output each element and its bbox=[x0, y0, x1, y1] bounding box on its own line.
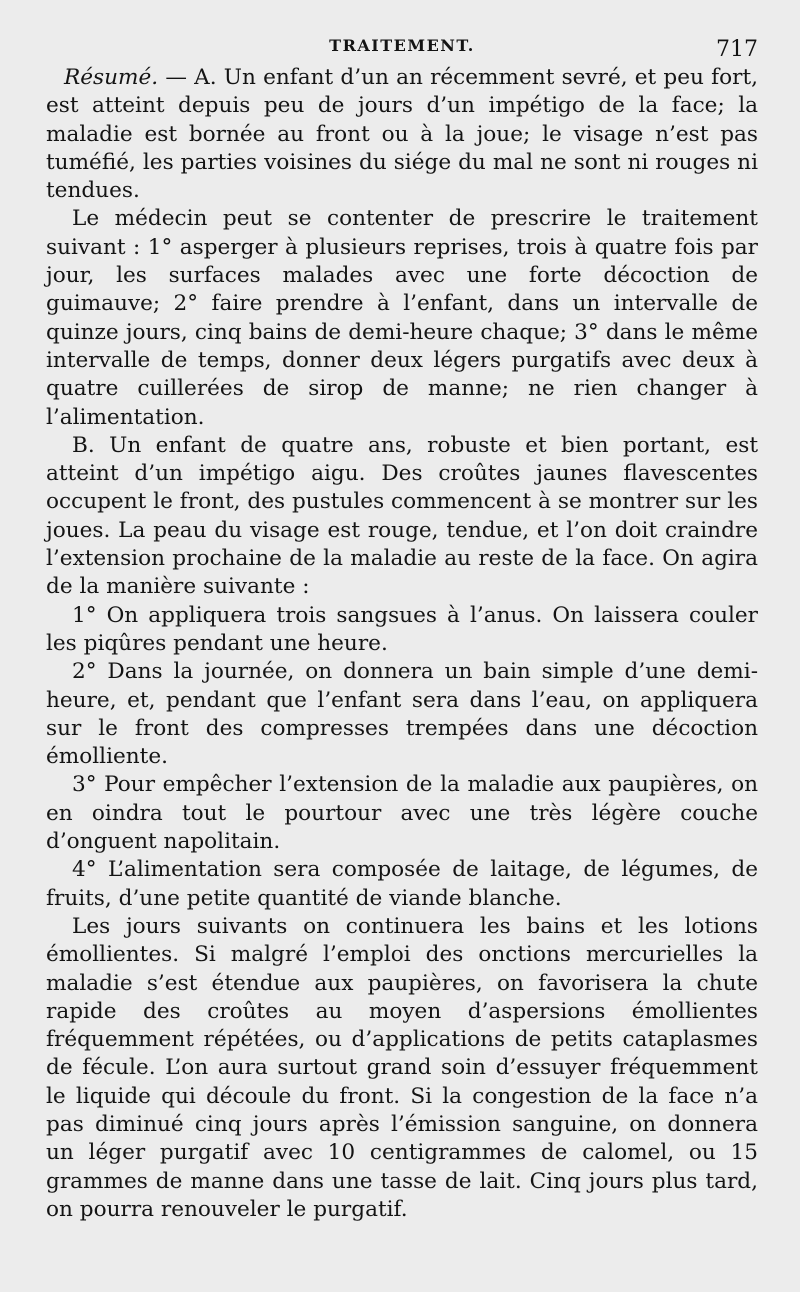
summary-label: Résumé. bbox=[64, 65, 159, 90]
body-text bbox=[46, 64, 758, 1224]
step-four-paragraph: 4° L’alimentation sera composée de laitage, de légumes, de fruits, d’une petite quantité de viande blanche. bbox=[46, 857, 758, 911]
page-header bbox=[46, 28, 758, 62]
page-number: 717 bbox=[716, 37, 758, 62]
step-two-paragraph: 2° Dans la journée, on donnera un bain simple d’une demi-heure, et, pendant que l’enfant sera dans l’eau, on appliquera sur le front des compresses trempées dans une décoction émolliente. bbox=[46, 659, 758, 770]
following-days-paragraph: Les jours suivants on continuera les bains et les lotions émollientes. Si malgré l’emploi des onctions mercurielles la maladie s’est étendue aux paupières, on favorisera la chute rapide des croûtes au moyen d’aspersions émollientes fréquemment répétées, ou d’applications de petits cataplasmes de fécule. L’on aura surtout grand soin d’essuyer fréquemment le liquide qui découle du front. Si la congestion de la face n’a pas diminué cinq jours après l’émission sanguine, on donnera un léger purgatif avec 10 centigrammes de calomel, ou 15 grammes de manne dans une tasse de lait. Cinq jours plus tard, on pourra renouveler le purgatif. bbox=[46, 913, 758, 1222]
step-three-paragraph: 3° Pour empêcher l’extension de la maladie aux paupières, on en oindra tout le pourtour avec une très légère couche d’onguent napolitain. bbox=[46, 772, 758, 855]
treatment-paragraph: Le médecin peut se contenter de prescrire le traitement suivant : 1° asperger à plusieurs reprises, trois à quatre fois par jour, les surfaces malades avec une forte décoction de guimauve; 2° faire prendre à l’enfant, dans un intervalle de quinze jours, cinq bains de demi-heure chaque; 3° dans le même intervalle de temps, donner deux légers purgatifs avec deux à quatre cuillerées de sirop de manne; ne rien changer à l’alimentation. bbox=[46, 206, 758, 430]
step-one-paragraph: 1° On appliquera trois sangsues à l’anus. On laissera couler les piqûres pendant une heure. bbox=[46, 602, 758, 656]
running-head: TRAITEMENT. bbox=[329, 36, 475, 55]
summary-paragraph-a bbox=[46, 64, 758, 205]
summary-text: — A. Un enfant d’un an récemment sevré, et peu fort, est atteint depuis peu de jours d’un impétigo de la face; la maladie est bornée au front ou à la joue; le visage n’est pas tuméfié, les parties voisines du siége du mal ne sont ni rouges ni tendues. bbox=[46, 65, 758, 204]
case-b-paragraph: B. Un enfant de quatre ans, robuste et bien portant, est atteint d’un impétigo aigu. Des croûtes jaunes flavescentes occupent le front, des pustules commencent à se montrer sur les joues. La peau du visage est rouge, tendue, et l’on doit craindre l’extension prochaine de la maladie au reste de la face. On agira de la manière suivante : bbox=[46, 432, 758, 600]
